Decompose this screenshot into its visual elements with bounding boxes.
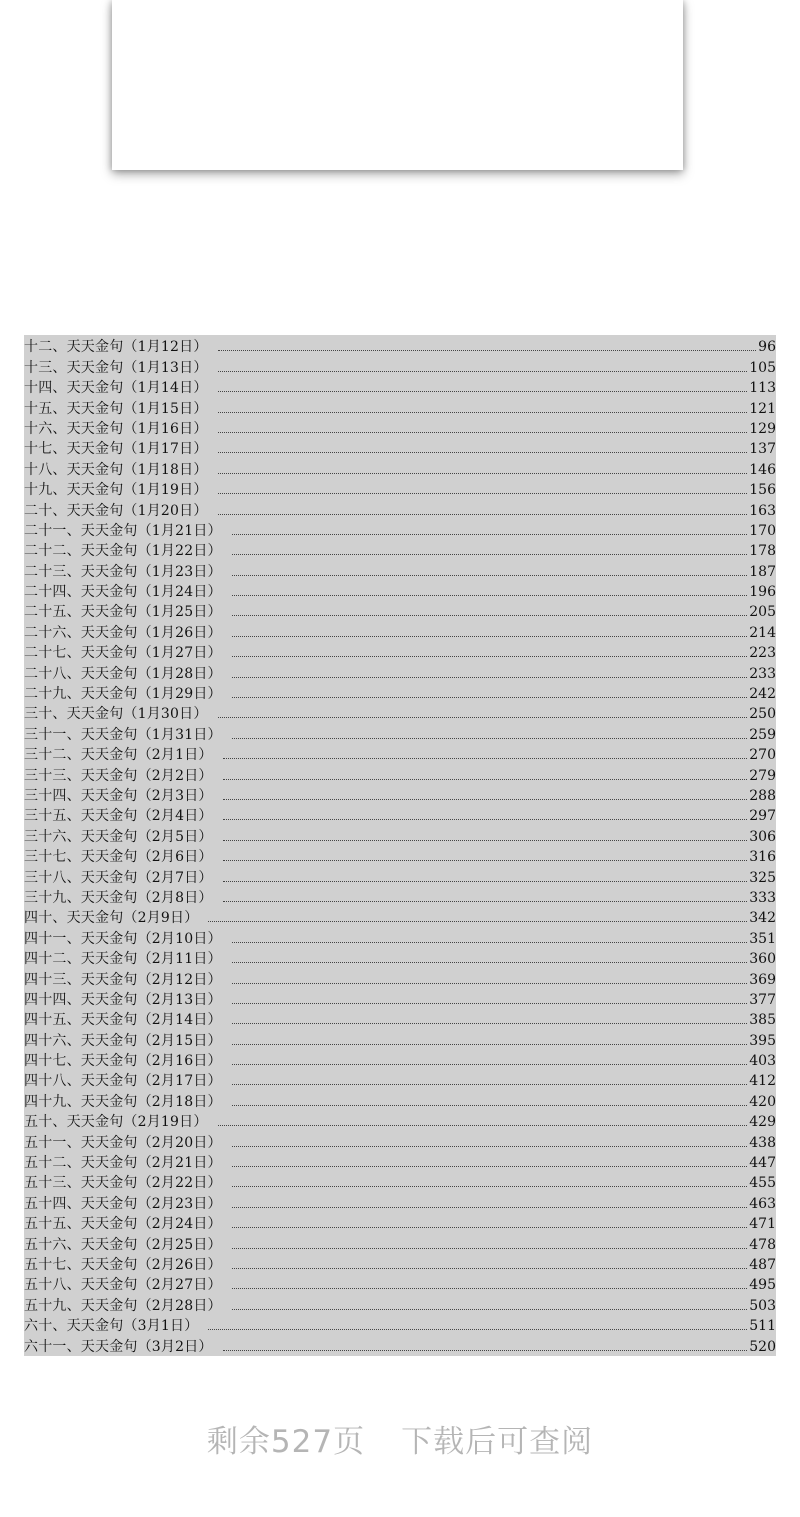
toc-entry-page-number: 156: [749, 482, 776, 499]
toc-dot-leader: [218, 431, 748, 433]
toc-entry-title: 四十、天天金句（2月9日）: [24, 910, 199, 927]
toc-dot-leader: [232, 1267, 748, 1269]
toc-entry-title: 三十九、天天金句（2月8日）: [24, 889, 213, 906]
toc-entry-title: 十四、天天金句（1月14日）: [24, 380, 208, 397]
toc-entry-title: 二十七、天天金句（1月27日）: [24, 645, 222, 662]
toc-entry[interactable]: [24, 763, 776, 783]
toc-entry-page-number: 259: [749, 726, 776, 743]
toc-dot-leader: [232, 982, 748, 984]
toc-entry-page-number: 325: [749, 869, 776, 886]
toc-entry-page-number: 403: [749, 1053, 776, 1070]
toc-dot-leader: [218, 451, 748, 453]
toc-entry[interactable]: [24, 620, 776, 640]
toc-entry-page-number: 478: [749, 1236, 776, 1253]
toc-list: [24, 335, 776, 1355]
toc-dot-leader: [218, 390, 748, 392]
toc-entry[interactable]: [24, 1212, 776, 1232]
toc-entry-page-number: 137: [749, 441, 776, 458]
toc-dot-leader: [223, 757, 748, 759]
toc-entry-title: 五十一、天天金句（2月20日）: [24, 1134, 222, 1151]
toc-entry-title: 二十五、天天金句（1月25日）: [24, 604, 222, 621]
toc-dot-leader: [218, 370, 748, 372]
toc-entry-title: 六十、天天金句（3月1日）: [24, 1318, 199, 1335]
toc-entry-page-number: 187: [749, 563, 776, 580]
toc-dot-leader: [223, 1349, 748, 1351]
toc-entry-page-number: 377: [749, 991, 776, 1008]
toc-entry-page-number: 369: [749, 971, 776, 988]
toc-entry[interactable]: [24, 845, 776, 865]
toc-dot-leader: [223, 818, 748, 820]
toc-entry-title: 四十九、天天金句（2月18日）: [24, 1093, 222, 1110]
toc-entry-page-number: 503: [749, 1297, 776, 1314]
toc-dot-leader: [208, 920, 747, 922]
download-to-read-text: 下载后可查阅: [401, 1424, 594, 1460]
toc-dot-leader: [232, 635, 748, 637]
toc-entry-title: 五十七、天天金句（2月26日）: [24, 1256, 222, 1273]
toc-entry[interactable]: [24, 1314, 776, 1334]
toc-dot-leader: [232, 1287, 748, 1289]
toc-entry-page-number: 129: [749, 420, 776, 437]
toc-dot-leader: [223, 859, 748, 861]
toc-dot-leader: [223, 839, 748, 841]
toc-entry-page-number: 412: [749, 1073, 776, 1090]
toc-entry-title: 五十二、天天金句（2月21日）: [24, 1155, 222, 1172]
toc-entry-page-number: 96: [758, 339, 776, 356]
toc-entry[interactable]: [24, 1253, 776, 1273]
toc-entry-title: 五十八、天天金句（2月27日）: [24, 1277, 222, 1294]
toc-entry[interactable]: [24, 498, 776, 518]
toc-entry-title: 四十四、天天金句（2月13日）: [24, 991, 222, 1008]
toc-dot-leader: [218, 1124, 748, 1126]
toc-entry-page-number: 163: [749, 502, 776, 519]
toc-entry-title: 二十二、天天金句（1月22日）: [24, 543, 222, 560]
toc-entry-page-number: 178: [749, 543, 776, 560]
toc-entry[interactable]: [24, 1110, 776, 1130]
toc-entry-title: 五十三、天天金句（2月22日）: [24, 1175, 222, 1192]
toc-entry-title: 四十五、天天金句（2月14日）: [24, 1012, 222, 1029]
toc-entry-title: 二十四、天天金句（1月24日）: [24, 584, 222, 601]
toc-entry-title: 十五、天天金句（1月15日）: [24, 400, 208, 417]
toc-entry-title: 三十八、天天金句（2月7日）: [24, 869, 213, 886]
toc-dot-leader: [232, 553, 748, 555]
toc-entry-title: 十二、天天金句（1月12日）: [24, 339, 208, 356]
toc-dot-leader: [218, 411, 748, 413]
toc-entry[interactable]: [24, 600, 776, 620]
toc-dot-leader: [232, 1206, 748, 1208]
toc-entry[interactable]: [24, 947, 776, 967]
toc-entry[interactable]: [24, 417, 776, 437]
toc-dot-leader: [232, 1104, 748, 1106]
toc-entry-title: 三十、天天金句（1月30日）: [24, 706, 208, 723]
toc-entry-title: 四十一、天天金句（2月10日）: [24, 930, 222, 947]
toc-entry[interactable]: [24, 457, 776, 477]
toc-entry-title: 四十二、天天金句（2月11日）: [24, 951, 222, 968]
toc-entry[interactable]: [24, 886, 776, 906]
toc-entry[interactable]: [24, 1171, 776, 1191]
toc-entry-page-number: 351: [749, 930, 776, 947]
toc-entry[interactable]: [24, 519, 776, 539]
toc-dot-leader: [218, 472, 748, 474]
toc-entry-title: 五十六、天天金句（2月25日）: [24, 1236, 222, 1253]
toc-dot-leader: [232, 1002, 748, 1004]
toc-entry[interactable]: [24, 1191, 776, 1211]
toc-entry-title: 五十五、天天金句（2月24日）: [24, 1216, 222, 1233]
remaining-pages-text: 剩余527页: [206, 1424, 366, 1460]
toc-entry[interactable]: [24, 784, 776, 804]
toc-entry-page-number: 205: [749, 604, 776, 621]
toc-dot-leader: [232, 1083, 748, 1085]
toc-dot-leader: [223, 778, 748, 780]
toc-entry-page-number: 121: [749, 400, 776, 417]
toc-entry[interactable]: [24, 478, 776, 498]
toc-entry-page-number: 214: [749, 624, 776, 641]
toc-entry-page-number: 297: [749, 808, 776, 825]
toc-entry[interactable]: [24, 1151, 776, 1171]
toc-dot-leader: [232, 941, 748, 943]
previous-page-card: [112, 0, 683, 170]
toc-entry[interactable]: [24, 682, 776, 702]
toc-entry-page-number: 342: [749, 910, 776, 927]
toc-entry-title: 五十、天天金句（2月19日）: [24, 1114, 208, 1131]
toc-entry-title: 十三、天天金句（1月13日）: [24, 359, 208, 376]
toc-dot-leader: [218, 513, 748, 515]
toc-entry-title: 五十四、天天金句（2月23日）: [24, 1195, 222, 1212]
toc-entry-page-number: 495: [749, 1277, 776, 1294]
toc-entry-title: 二十、天天金句（1月20日）: [24, 502, 208, 519]
toc-entry[interactable]: [24, 824, 776, 844]
toc-entry-title: 三十四、天天金句（2月3日）: [24, 787, 213, 804]
toc-entry-page-number: 113: [749, 380, 776, 397]
toc-entry-title: 三十七、天天金句（2月6日）: [24, 849, 213, 866]
toc-entry-page-number: 360: [749, 951, 776, 968]
toc-dot-leader: [232, 1063, 748, 1065]
toc-entry-page-number: 447: [749, 1155, 776, 1172]
toc-entry[interactable]: [24, 539, 776, 559]
toc-entry[interactable]: [24, 1049, 776, 1069]
toc-dot-leader: [232, 1226, 748, 1228]
toc-entry-title: 十八、天天金句（1月18日）: [24, 461, 208, 478]
toc-entry[interactable]: [24, 1069, 776, 1089]
toc-entry[interactable]: [24, 1089, 776, 1109]
toc-entry-page-number: 385: [749, 1012, 776, 1029]
toc-dot-leader: [232, 961, 748, 963]
toc-entry-title: 二十六、天天金句（1月26日）: [24, 624, 222, 641]
toc-dot-leader: [232, 1145, 748, 1147]
toc-entry-page-number: 288: [749, 787, 776, 804]
toc-entry-title: 二十九、天天金句（1月29日）: [24, 686, 222, 703]
toc-entry[interactable]: [24, 580, 776, 600]
toc-entry-page-number: 520: [749, 1338, 776, 1355]
toc-entry[interactable]: [24, 1028, 776, 1048]
toc-entry-title: 三十三、天天金句（2月2日）: [24, 767, 213, 784]
toc-dot-leader: [232, 696, 748, 698]
toc-entry-page-number: 279: [749, 767, 776, 784]
toc-dot-leader: [232, 676, 748, 678]
toc-entry-page-number: 270: [749, 747, 776, 764]
toc-entry-title: 三十六、天天金句（2月5日）: [24, 828, 213, 845]
toc-entry[interactable]: [24, 926, 776, 946]
table-of-contents: [24, 335, 776, 1356]
toc-entry-page-number: 429: [749, 1114, 776, 1131]
toc-entry-page-number: 170: [749, 522, 776, 539]
toc-entry-page-number: 105: [749, 359, 776, 376]
toc-dot-leader: [223, 880, 748, 882]
toc-entry[interactable]: [24, 1273, 776, 1293]
toc-entry-page-number: 455: [749, 1175, 776, 1192]
toc-dot-leader: [232, 1043, 748, 1045]
toc-entry-title: 十九、天天金句（1月19日）: [24, 482, 208, 499]
toc-dot-leader: [208, 1328, 747, 1330]
toc-entry[interactable]: [24, 1008, 776, 1028]
toc-entry-title: 三十二、天天金句（2月1日）: [24, 747, 213, 764]
toc-entry-title: 二十八、天天金句（1月28日）: [24, 665, 222, 682]
toc-entry[interactable]: [24, 1293, 776, 1313]
toc-entry[interactable]: [24, 865, 776, 885]
toc-entry[interactable]: [24, 1334, 776, 1354]
toc-dot-leader: [232, 737, 748, 739]
toc-dot-leader: [232, 1165, 748, 1167]
toc-entry[interactable]: [24, 355, 776, 375]
toc-dot-leader: [232, 1247, 748, 1249]
toc-entry-title: 四十八、天天金句（2月17日）: [24, 1073, 222, 1090]
toc-entry-page-number: 242: [749, 686, 776, 703]
toc-dot-leader: [218, 716, 748, 718]
toc-entry-title: 四十三、天天金句（2月12日）: [24, 971, 222, 988]
toc-entry-title: 十六、天天金句（1月16日）: [24, 420, 208, 437]
toc-entry-page-number: 395: [749, 1032, 776, 1049]
toc-entry-title: 三十一、天天金句（1月31日）: [24, 726, 222, 743]
toc-dot-leader: [232, 655, 748, 657]
toc-dot-leader: [232, 594, 748, 596]
toc-entry-page-number: 420: [749, 1093, 776, 1110]
toc-dot-leader: [223, 900, 748, 902]
toc-entry-title: 二十三、天天金句（1月23日）: [24, 563, 222, 580]
toc-entry-page-number: 223: [749, 645, 776, 662]
toc-entry-page-number: 511: [749, 1318, 776, 1335]
toc-entry-title: 十七、天天金句（1月17日）: [24, 441, 208, 458]
toc-dot-leader: [218, 492, 748, 494]
toc-entry[interactable]: [24, 804, 776, 824]
toc-entry-page-number: 333: [749, 889, 776, 906]
toc-entry[interactable]: [24, 661, 776, 681]
toc-entry-title: 五十九、天天金句（2月28日）: [24, 1297, 222, 1314]
toc-entry[interactable]: [24, 1130, 776, 1150]
toc-entry[interactable]: [24, 722, 776, 742]
toc-entry[interactable]: [24, 702, 776, 722]
toc-entry-page-number: 146: [749, 461, 776, 478]
toc-entry-page-number: 306: [749, 828, 776, 845]
toc-entry-page-number: 233: [749, 665, 776, 682]
toc-entry[interactable]: [24, 1232, 776, 1252]
toc-dot-leader: [232, 533, 748, 535]
toc-entry-page-number: 471: [749, 1216, 776, 1233]
toc-entry-page-number: 438: [749, 1134, 776, 1151]
toc-entry-title: 二十一、天天金句（1月21日）: [24, 522, 222, 539]
toc-entry[interactable]: [24, 988, 776, 1008]
toc-entry-page-number: 250: [749, 706, 776, 723]
toc-entry-title: 四十七、天天金句（2月16日）: [24, 1053, 222, 1070]
toc-entry[interactable]: [24, 967, 776, 987]
toc-entry-title: 三十五、天天金句（2月4日）: [24, 808, 213, 825]
toc-entry[interactable]: [24, 396, 776, 416]
toc-entry[interactable]: [24, 906, 776, 926]
toc-dot-leader: [223, 798, 748, 800]
toc-dot-leader: [232, 1022, 748, 1024]
toc-entry-title: 六十一、天天金句（3月2日）: [24, 1338, 213, 1355]
toc-entry[interactable]: [24, 559, 776, 579]
toc-entry-page-number: 196: [749, 584, 776, 601]
toc-dot-leader: [218, 349, 757, 351]
toc-dot-leader: [232, 614, 748, 616]
toc-entry-title: 四十六、天天金句（2月15日）: [24, 1032, 222, 1049]
toc-dot-leader: [232, 1185, 748, 1187]
toc-dot-leader: [232, 574, 748, 576]
toc-entry-page-number: 316: [749, 849, 776, 866]
toc-entry[interactable]: [24, 376, 776, 396]
toc-dot-leader: [232, 1308, 748, 1310]
toc-entry[interactable]: [24, 641, 776, 661]
download-notice[interactable]: [0, 1416, 800, 1461]
toc-entry-page-number: 463: [749, 1195, 776, 1212]
toc-entry[interactable]: [24, 437, 776, 457]
toc-entry[interactable]: [24, 335, 776, 355]
toc-entry[interactable]: [24, 743, 776, 763]
toc-entry-page-number: 487: [749, 1256, 776, 1273]
